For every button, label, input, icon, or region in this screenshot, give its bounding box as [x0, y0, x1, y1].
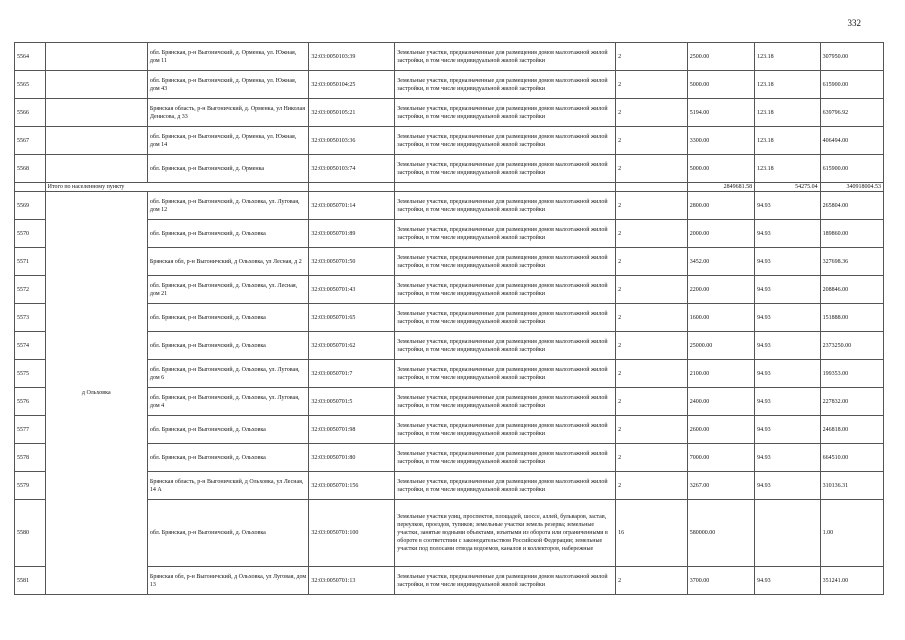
row-number: 5572 [15, 276, 46, 304]
use-code-cell: 2 [616, 444, 688, 472]
cadastral-value-cell: 1.00 [820, 500, 883, 567]
area-cell: 5000.00 [687, 155, 754, 183]
cadastral-number-cell: 32:03:0050701:14 [309, 192, 395, 220]
row-number: 5569 [15, 192, 46, 220]
cadastral-number-cell: 32:03:0050701:100 [309, 500, 395, 567]
cadastral-number-cell: 32:03:0050701:13 [309, 567, 395, 595]
area-cell: 3300.00 [687, 127, 754, 155]
use-code-cell: 2 [616, 332, 688, 360]
empty-cell [15, 183, 46, 192]
rate-cell: 94.93 [755, 220, 820, 248]
row-number: 5580 [15, 500, 46, 567]
area-cell: 2000.00 [687, 220, 754, 248]
land-use-cell: Земельные участки улиц, проспектов, площадей, шоссе, аллей, бульваров, застав, переулков, проездов, тупиков; земельные участки земель резерва; земельные участки, занятые водными объектами, изъятыми из оборота или ограниченными в обороте в соответствии с законодательством Российской Федерации; земельные участки под полосами отвода водоемов, каналов и коллекторов, набережные [395, 500, 616, 567]
row-number: 5581 [15, 567, 46, 595]
area-cell: 580000.00 [687, 500, 754, 567]
use-code-cell: 2 [616, 567, 688, 595]
use-code-cell: 2 [616, 304, 688, 332]
row-number: 5567 [15, 127, 46, 155]
land-use-cell: Земельные участки, предназначенные для размещения домов малоэтажной жилой застройки, в том числе индивидуальной жилой застройки [395, 192, 616, 220]
land-use-cell: Земельные участки, предназначенные для размещения домов малоэтажной жилой застройки, в том числе индивидуальной жилой застройки [395, 332, 616, 360]
rate-cell: 94.93 [755, 444, 820, 472]
rate-cell: 94.93 [755, 472, 820, 500]
cadastral-number-cell: 32:03:0050701:65 [309, 304, 395, 332]
land-use-cell: Земельные участки, предназначенные для размещения домов малоэтажной жилой застройки, в том числе индивидуальной жилой застройки [395, 71, 616, 99]
area-cell: 3700.00 [687, 567, 754, 595]
cadastral-number-cell: 32:03:0050701:5 [309, 388, 395, 416]
table-row [15, 43, 884, 71]
area-cell: 2100.00 [687, 360, 754, 388]
row-number: 5574 [15, 332, 46, 360]
rate-cell: 94.93 [755, 567, 820, 595]
locality-cell [45, 43, 147, 71]
cadastral-value-cell: 265804.00 [820, 192, 883, 220]
rate-cell: 94.93 [755, 248, 820, 276]
address-cell: обл. Брянская, р-н Выгоничский, д. Ольховка, ул. Луговая, дом 4 [147, 388, 309, 416]
rate-cell: 123.18 [755, 155, 820, 183]
row-number: 5573 [15, 304, 46, 332]
total-value: 340918004.53 [820, 183, 883, 192]
cadastral-number-cell: 32:03:0050701:43 [309, 276, 395, 304]
address-cell: обл. Брянская, р-н Выгоничский, д. Ольховка [147, 444, 309, 472]
address-cell: обл. Брянская, р-н Выгоничский, д. Орменка, ул. Южная, дом 43 [147, 71, 309, 99]
use-code-cell: 2 [616, 43, 688, 71]
total-rate: 54275.04 [755, 183, 820, 192]
rate-cell: 123.18 [755, 71, 820, 99]
use-code-cell: 2 [616, 71, 688, 99]
area-cell: 2200.00 [687, 276, 754, 304]
total-area: 2849681.58 [687, 183, 754, 192]
cadastral-number-cell: 32:03:0050701:89 [309, 220, 395, 248]
land-use-cell: Земельные участки, предназначенные для размещения домов малоэтажной жилой застройки, в том числе индивидуальной жилой застройки [395, 567, 616, 595]
address-cell: Брянская обл, р-н Выгоничский, д Ольховка, ул Луговая, дом 13 [147, 567, 309, 595]
row-number: 5576 [15, 388, 46, 416]
area-cell: 2600.00 [687, 416, 754, 444]
cadastral-value-cell: 151888.00 [820, 304, 883, 332]
row-number: 5568 [15, 155, 46, 183]
address-cell: обл. Брянская, р-н Выгоничский, д. Ольховка, ул. Лесная, дом 21 [147, 276, 309, 304]
cadastral-value-cell: 227832.00 [820, 388, 883, 416]
land-use-cell: Земельные участки, предназначенные для размещения домов малоэтажной жилой застройки, в том числе индивидуальной жилой застройки [395, 444, 616, 472]
land-use-cell: Земельные участки, предназначенные для размещения домов малоэтажной жилой застройки, в том числе индивидуальной жилой застройки [395, 276, 616, 304]
land-use-cell: Земельные участки, предназначенные для размещения домов малоэтажной жилой застройки, в том числе индивидуальной жилой застройки [395, 220, 616, 248]
land-use-cell: Земельные участки, предназначенные для размещения домов малоэтажной жилой застройки, в том числе индивидуальной жилой застройки [395, 360, 616, 388]
cadastral-number-cell: 32:03:0050103:39 [309, 43, 395, 71]
address-cell: Брянская область, р-н Выгоничский, д Ольховка, ул Лесная, 14 А [147, 472, 309, 500]
table-row [15, 192, 884, 220]
rate-cell: 123.18 [755, 127, 820, 155]
cadastral-value-cell: 664510.00 [820, 444, 883, 472]
address-cell: обл. Брянская, р-н Выгоничский, д. Орменка, ул. Южная, дом 11 [147, 43, 309, 71]
table-row [15, 155, 884, 183]
table-row [15, 99, 884, 127]
rate-cell: 94.93 [755, 332, 820, 360]
rate-cell: 94.93 [755, 304, 820, 332]
use-code-cell: 2 [616, 220, 688, 248]
address-cell: обл. Брянская, р-н Выгоничский, д. Ольховка [147, 416, 309, 444]
page-number: 332 [847, 18, 861, 28]
address-cell: Брянская область, р-н Выгоничский, д. Орменка, ул Николая Денисова, д 33 [147, 99, 309, 127]
total-label: Итого по населенному пункту [45, 183, 309, 192]
address-cell: обл. Брянская, р-н Выгоничский, д. Орменка [147, 155, 309, 183]
area-cell: 2500.00 [687, 43, 754, 71]
cadastral-value-cell: 327698.36 [820, 248, 883, 276]
empty-cell [309, 183, 395, 192]
land-use-cell: Земельные участки, предназначенные для размещения домов малоэтажной жилой застройки, в том числе индивидуальной жилой застройки [395, 155, 616, 183]
address-cell: обл. Брянская, р-н Выгоничский, д. Ольховка [147, 500, 309, 567]
cadastral-value-cell: 307950.00 [820, 43, 883, 71]
rate-cell: 94.93 [755, 276, 820, 304]
rate-cell: 94.93 [755, 388, 820, 416]
use-code-cell: 2 [616, 99, 688, 127]
address-cell: обл. Брянская, р-н Выгоничский, д. Ольховка [147, 304, 309, 332]
area-cell: 1600.00 [687, 304, 754, 332]
address-cell: обл. Брянская, р-н Выгоничский, д. Ольховка, ул. Луговая, дом 6 [147, 360, 309, 388]
row-number: 5577 [15, 416, 46, 444]
cadastral-value-cell: 310136.31 [820, 472, 883, 500]
address-cell: обл. Брянская, р-н Выгоничский, д. Ольховка [147, 220, 309, 248]
area-cell: 3267.00 [687, 472, 754, 500]
cadastral-number-cell: 32:03:0050103:74 [309, 155, 395, 183]
land-use-cell: Земельные участки, предназначенные для размещения домов малоэтажной жилой застройки, в том числе индивидуальной жилой застройки [395, 99, 616, 127]
area-cell: 2400.00 [687, 388, 754, 416]
area-cell: 5000.00 [687, 71, 754, 99]
empty-cell [395, 183, 616, 192]
cadastral-number-cell: 32:03:0050701:62 [309, 332, 395, 360]
use-code-cell: 2 [616, 248, 688, 276]
use-code-cell: 2 [616, 388, 688, 416]
use-code-cell: 2 [616, 155, 688, 183]
area-cell: 7000.00 [687, 444, 754, 472]
cadastral-number-cell: 32:03:0050701:156 [309, 472, 395, 500]
address-cell: обл. Брянская, р-н Выгоничский, д. Ольховка, ул. Луговая, дом 12 [147, 192, 309, 220]
table-row [15, 127, 884, 155]
area-cell: 3452.00 [687, 248, 754, 276]
table-row [15, 71, 884, 99]
row-number: 5579 [15, 472, 46, 500]
land-use-cell: Земельные участки, предназначенные для размещения домов малоэтажной жилой застройки, в том числе индивидуальной жилой застройки [395, 43, 616, 71]
rate-cell: 123.18 [755, 43, 820, 71]
locality-cell: д Ольховка [45, 192, 147, 595]
locality-cell [45, 99, 147, 127]
row-number: 5575 [15, 360, 46, 388]
rate-cell: 123.18 [755, 99, 820, 127]
cadastral-value-cell: 189860.00 [820, 220, 883, 248]
rate-cell: 94.93 [755, 360, 820, 388]
cadastral-value-cell: 208846.00 [820, 276, 883, 304]
cadastral-value-cell: 615900.00 [820, 71, 883, 99]
cadastral-table [14, 42, 884, 595]
cadastral-number-cell: 32:03:0050701:7 [309, 360, 395, 388]
land-use-cell: Земельные участки, предназначенные для размещения домов малоэтажной жилой застройки, в том числе индивидуальной жилой застройки [395, 127, 616, 155]
cadastral-value-cell: 615900.00 [820, 155, 883, 183]
total-row [15, 183, 884, 192]
land-use-cell: Земельные участки, предназначенные для размещения домов малоэтажной жилой застройки, в том числе индивидуальной жилой застройки [395, 388, 616, 416]
use-code-cell: 16 [616, 500, 688, 567]
locality-cell [45, 127, 147, 155]
use-code-cell: 2 [616, 276, 688, 304]
cadastral-number-cell: 32:03:0050701:98 [309, 416, 395, 444]
land-use-cell: Земельные участки, предназначенные для размещения домов малоэтажной жилой застройки, в том числе индивидуальной жилой застройки [395, 472, 616, 500]
land-use-cell: Земельные участки, предназначенные для размещения домов малоэтажной жилой застройки, в том числе индивидуальной жилой застройки [395, 248, 616, 276]
cadastral-value-cell: 199353.00 [820, 360, 883, 388]
cadastral-number-cell: 32:03:0050103:36 [309, 127, 395, 155]
address-cell: Брянская обл, р-н Выгоничский, д Ольховка, ул Лесная, д 2 [147, 248, 309, 276]
locality-cell [45, 71, 147, 99]
use-code-cell: 2 [616, 127, 688, 155]
rate-cell: 94.93 [755, 416, 820, 444]
area-cell: 2800.00 [687, 192, 754, 220]
row-number: 5566 [15, 99, 46, 127]
land-use-cell: Земельные участки, предназначенные для размещения домов малоэтажной жилой застройки, в том числе индивидуальной жилой застройки [395, 416, 616, 444]
locality-cell [45, 155, 147, 183]
use-code-cell: 2 [616, 416, 688, 444]
cadastral-value-cell: 639796.92 [820, 99, 883, 127]
row-number: 5570 [15, 220, 46, 248]
area-cell: 5194.00 [687, 99, 754, 127]
cadastral-value-cell: 406494.00 [820, 127, 883, 155]
cadastral-value-cell: 2373250.00 [820, 332, 883, 360]
use-code-cell: 2 [616, 192, 688, 220]
use-code-cell: 2 [616, 472, 688, 500]
cadastral-value-cell: 351241.00 [820, 567, 883, 595]
row-number: 5565 [15, 71, 46, 99]
area-cell: 25000.00 [687, 332, 754, 360]
rate-cell: 94.93 [755, 192, 820, 220]
empty-cell [616, 183, 688, 192]
address-cell: обл. Брянская, р-н Выгоничский, д. Орменка, ул. Южная, дом 14 [147, 127, 309, 155]
cadastral-number-cell: 32:03:0050701:80 [309, 444, 395, 472]
row-number: 5571 [15, 248, 46, 276]
use-code-cell: 2 [616, 360, 688, 388]
rate-cell [755, 500, 820, 567]
cadastral-number-cell: 32:03:0050701:50 [309, 248, 395, 276]
address-cell: обл. Брянская, р-н Выгоничский, д. Ольховка [147, 332, 309, 360]
land-use-cell: Земельные участки, предназначенные для размещения домов малоэтажной жилой застройки, в том числе индивидуальной жилой застройки [395, 304, 616, 332]
row-number: 5564 [15, 43, 46, 71]
row-number: 5578 [15, 444, 46, 472]
cadastral-number-cell: 32:03:0050105:21 [309, 99, 395, 127]
cadastral-number-cell: 32:03:0050104:25 [309, 71, 395, 99]
cadastral-value-cell: 246818.00 [820, 416, 883, 444]
